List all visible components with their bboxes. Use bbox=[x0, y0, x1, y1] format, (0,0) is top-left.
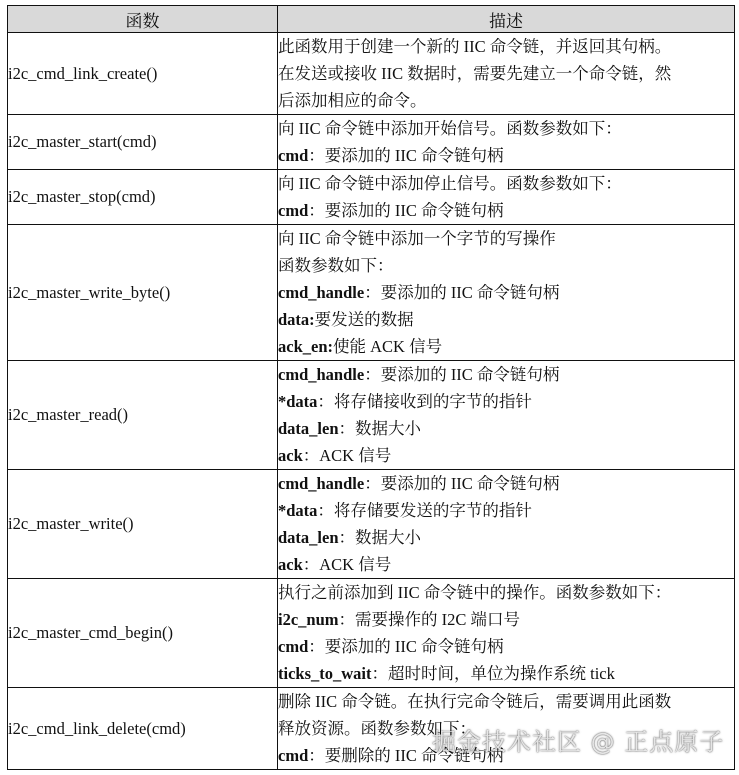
param-name: cmd_handle bbox=[278, 474, 365, 493]
table-row bbox=[8, 33, 735, 115]
param-name: cmd bbox=[278, 746, 309, 765]
param-text: 删除 IIC 命令链。在执行完命令链后，需要调用此函数 bbox=[278, 692, 672, 711]
description-cell bbox=[278, 579, 735, 688]
param-text: 向 IIC 命令链中添加一个字节的写操作 bbox=[278, 229, 556, 248]
description-line bbox=[278, 252, 734, 279]
header-description: 描述 bbox=[278, 6, 735, 33]
param-text: ：要添加的 IIC 命令链句柄 bbox=[364, 474, 560, 493]
function-name-cell: i2c_cmd_link_create() bbox=[8, 33, 278, 115]
header-function: 函数 bbox=[8, 6, 278, 33]
description-line bbox=[278, 279, 734, 306]
description-line bbox=[278, 524, 734, 551]
param-name: ack_en: bbox=[278, 337, 333, 356]
description-line bbox=[278, 87, 734, 114]
function-name-cell: i2c_master_cmd_begin() bbox=[8, 579, 278, 688]
description-cell bbox=[278, 361, 735, 470]
param-text: ：要添加的 IIC 命令链句柄 bbox=[364, 283, 560, 302]
description-line bbox=[278, 715, 734, 742]
watermark: 掘金技术社区 @ 正点原子 bbox=[432, 728, 725, 756]
param-text: 此函数用于创建一个新的 IIC 命令链，并返回其句柄。 bbox=[278, 37, 672, 56]
description-line bbox=[278, 60, 734, 87]
description-line bbox=[278, 306, 734, 333]
param-text: ：ACK 信号 bbox=[302, 555, 392, 574]
param-text: ：要添加的 IIC 命令链句柄 bbox=[308, 201, 504, 220]
param-text: 向 IIC 命令链中添加停止信号。函数参数如下： bbox=[278, 174, 622, 193]
description-line bbox=[278, 470, 734, 497]
param-text: ：数据大小 bbox=[338, 419, 422, 438]
description-cell bbox=[278, 470, 735, 579]
description-line bbox=[278, 388, 734, 415]
table-row bbox=[8, 470, 735, 579]
param-name: ticks_to_wait bbox=[278, 664, 372, 683]
description-line bbox=[278, 606, 734, 633]
param-name: ack bbox=[278, 446, 303, 465]
param-name: *data bbox=[278, 501, 318, 520]
param-name: cmd bbox=[278, 637, 309, 656]
description-line bbox=[278, 225, 734, 252]
param-text: 要发送的数据 bbox=[314, 310, 414, 329]
param-name: cmd bbox=[278, 146, 309, 165]
function-name-cell: i2c_master_stop(cmd) bbox=[8, 170, 278, 225]
description-line bbox=[278, 415, 734, 442]
param-text: ：将存储要发送的字节的指针 bbox=[317, 501, 532, 520]
description-line bbox=[278, 579, 734, 606]
description-cell bbox=[278, 170, 735, 225]
param-text: 向 IIC 命令链中添加开始信号。函数参数如下： bbox=[278, 119, 622, 138]
param-text: ：ACK 信号 bbox=[302, 446, 392, 465]
param-name: data_len bbox=[278, 528, 339, 547]
description-line bbox=[278, 333, 734, 360]
param-text: ：需要操作的 I2C 端口号 bbox=[338, 610, 521, 629]
param-text: 释放资源。函数参数如下： bbox=[278, 719, 476, 738]
param-text: ：将存储接收到的字节的指针 bbox=[317, 392, 532, 411]
table-row bbox=[8, 170, 735, 225]
api-function-table bbox=[7, 5, 735, 770]
table-row bbox=[8, 688, 735, 770]
table-row bbox=[8, 361, 735, 470]
description-line bbox=[278, 660, 734, 687]
param-name: cmd_handle bbox=[278, 365, 365, 384]
description-line bbox=[278, 115, 734, 142]
function-name-cell: i2c_cmd_link_delete(cmd) bbox=[8, 688, 278, 770]
param-text: 使能 ACK 信号 bbox=[333, 337, 443, 356]
function-name-cell: i2c_master_write_byte() bbox=[8, 225, 278, 361]
param-text: ：要添加的 IIC 命令链句柄 bbox=[308, 146, 504, 165]
param-text: ：要添加的 IIC 命令链句柄 bbox=[308, 637, 504, 656]
param-name: cmd_handle bbox=[278, 283, 365, 302]
param-text: 后添加相应的命令。 bbox=[278, 91, 427, 110]
param-text: ：要添加的 IIC 命令链句柄 bbox=[364, 365, 560, 384]
param-text: ：要删除的 IIC 命令链句柄 bbox=[308, 746, 504, 765]
param-name: i2c_num bbox=[278, 610, 339, 629]
description-line bbox=[278, 361, 734, 388]
description-cell bbox=[278, 225, 735, 361]
function-name-cell: i2c_master_write() bbox=[8, 470, 278, 579]
param-name: ack bbox=[278, 555, 303, 574]
function-name-cell: i2c_master_start(cmd) bbox=[8, 115, 278, 170]
param-text: 函数参数如下： bbox=[278, 256, 394, 275]
description-line bbox=[278, 442, 734, 469]
description-line bbox=[278, 742, 734, 769]
table-row bbox=[8, 225, 735, 361]
param-text: ：数据大小 bbox=[338, 528, 422, 547]
param-text: 在发送或接收 IIC 数据时，需要先建立一个命令链，然 bbox=[278, 64, 672, 83]
table-row bbox=[8, 115, 735, 170]
description-line bbox=[278, 497, 734, 524]
param-name: data_len bbox=[278, 419, 339, 438]
param-text: 执行之前添加到 IIC 命令链中的操作。函数参数如下： bbox=[278, 583, 672, 602]
description-cell bbox=[278, 115, 735, 170]
description-line bbox=[278, 551, 734, 578]
description-cell bbox=[278, 33, 735, 115]
table-header-row bbox=[8, 6, 735, 33]
description-line bbox=[278, 688, 734, 715]
description-line bbox=[278, 170, 734, 197]
description-line bbox=[278, 633, 734, 660]
description-line bbox=[278, 197, 734, 224]
description-cell bbox=[278, 688, 735, 770]
function-name-cell: i2c_master_read() bbox=[8, 361, 278, 470]
description-line bbox=[278, 142, 734, 169]
param-name: cmd bbox=[278, 201, 309, 220]
param-name: *data bbox=[278, 392, 318, 411]
param-text: ：超时时间，单位为操作系统 tick bbox=[371, 664, 615, 683]
param-name: data: bbox=[278, 310, 315, 329]
table-row bbox=[8, 579, 735, 688]
description-line bbox=[278, 33, 734, 60]
